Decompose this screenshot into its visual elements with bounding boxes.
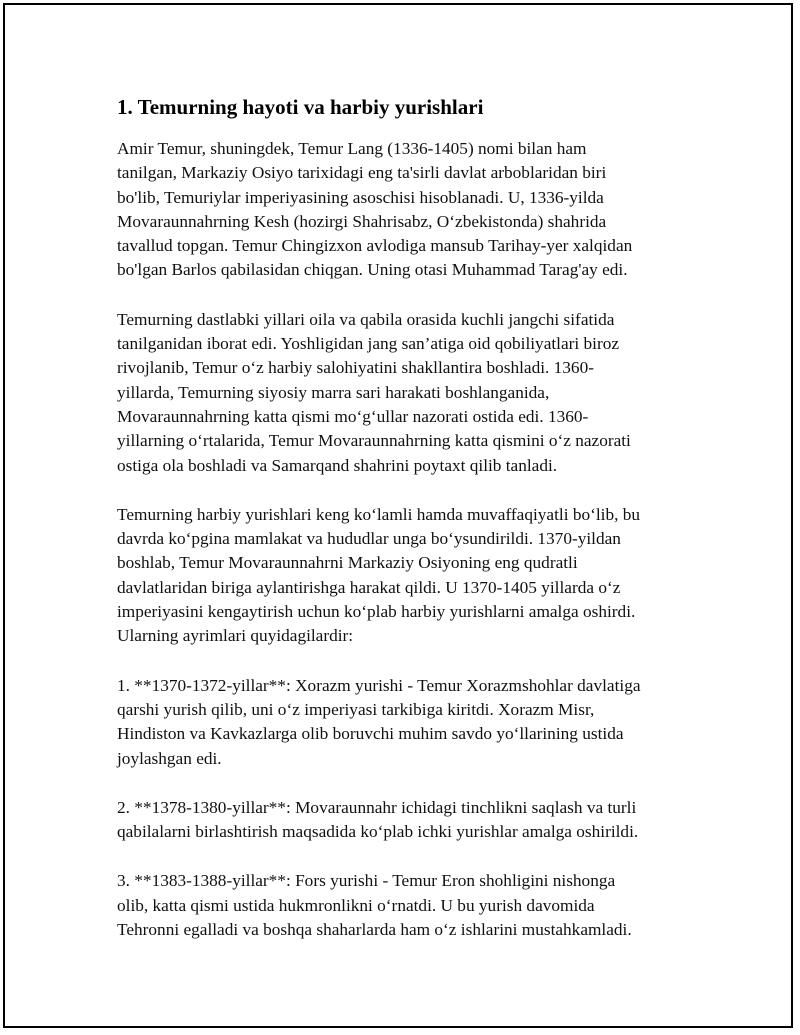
paragraph-intro: Amir Temur, shuningdek, Temur Lang (1336-1405) nomi bilan ham tanilgan, Markaziy Osiyo tarixidagi eng ta'sirli davlat arboblaridan biri bo'lib, Temuriylar imperiyasining asoschisi hisoblanadi. U, 1336-yilda Movaraunnahrning Kesh (hozirgi Shahrisabz, Oʻzbekistonda) shahrida tavallud topgan. Temur Chingizxon avlodiga mansub Tarihay-yer xalqidan bo'lgan Barlos qabilasidan chiqgan. Uning otasi Muhammad Tarag'ay edi. <box>117 139 633 280</box>
list-item-campaign-2: 2. **1378-1380-yillar**: Movaraunnahr ichidagi tinchlikni saqlash va turli qabilalarni birlashtirish maqsadida koʻplab ichki yurishlar amalga oshirildi. <box>117 797 639 842</box>
list-item-campaign-3: 3. **1383-1388-yillar**: Fors yurishi - Temur Eron shohligini nishonga olib, katta qismi ustida hukmronlikni oʻrnatdi. U bu yurish davomida Tehronni egalladi va boshqa shaharlarda ham oʻz ishlarini mustahkamladi. <box>117 871 632 940</box>
paragraph-campaigns: Temurning harbiy yurishlari keng koʻlamli hamda muvaffaqiyatli boʻlib, bu davrda koʻpgina mamlakat va hududlar unga boʻysundirildi. 1370-yildan boshlab, Temur Movaraunnahrni Markaziy Osiyoning eng qudratli davlatlaridan biriga aylantirishga harakat qildi. U 1370-1405 yillarda oʻz imperiyasini kengaytirish uchun koʻplab harbiy yurishlarni amalga oshirdi. Ularning ayrimlari quyidagilardir: <box>117 504 641 646</box>
paragraph-early-years: Temurning dastlabki yillari oila va qabila orasida kuchli jangchi sifatida tanilganidan iborat edi. Yoshligidan jang san’atiga oid qobiliyatlari biroz rivojlanib, Temur oʻz harbiy salohiyatini shakllantira boshladi. 1360- yillarda, Temurning siyosiy marra sari harakati boshlanganida, Movaraunnahrning katta qismi moʻgʻullar nazorati ostida edi. 1360- yillarning oʻrtalarida, Temur Movaraunnahrning katta qismini oʻz nazorati ostiga ola boshladi va Samarqand shahrini poytaxt qilib tanladi. <box>117 309 631 475</box>
document-title: 1. Temurning hayoti va harbiy yurishlari <box>117 95 484 119</box>
document-body <box>117 93 687 967</box>
list-item-campaign-1: 1. **1370-1372-yillar**: Xorazm yurishi - Temur Xorazmshohlar davlatiga qarshi yurish qilib, uni oʻz imperiyasi tarkibiga kiritdi. Xorazm Misr, Hindiston va Kavkazlarga olib boruvchi muhim savdo yoʻllarining ustida joylashgan edi. <box>117 675 641 768</box>
